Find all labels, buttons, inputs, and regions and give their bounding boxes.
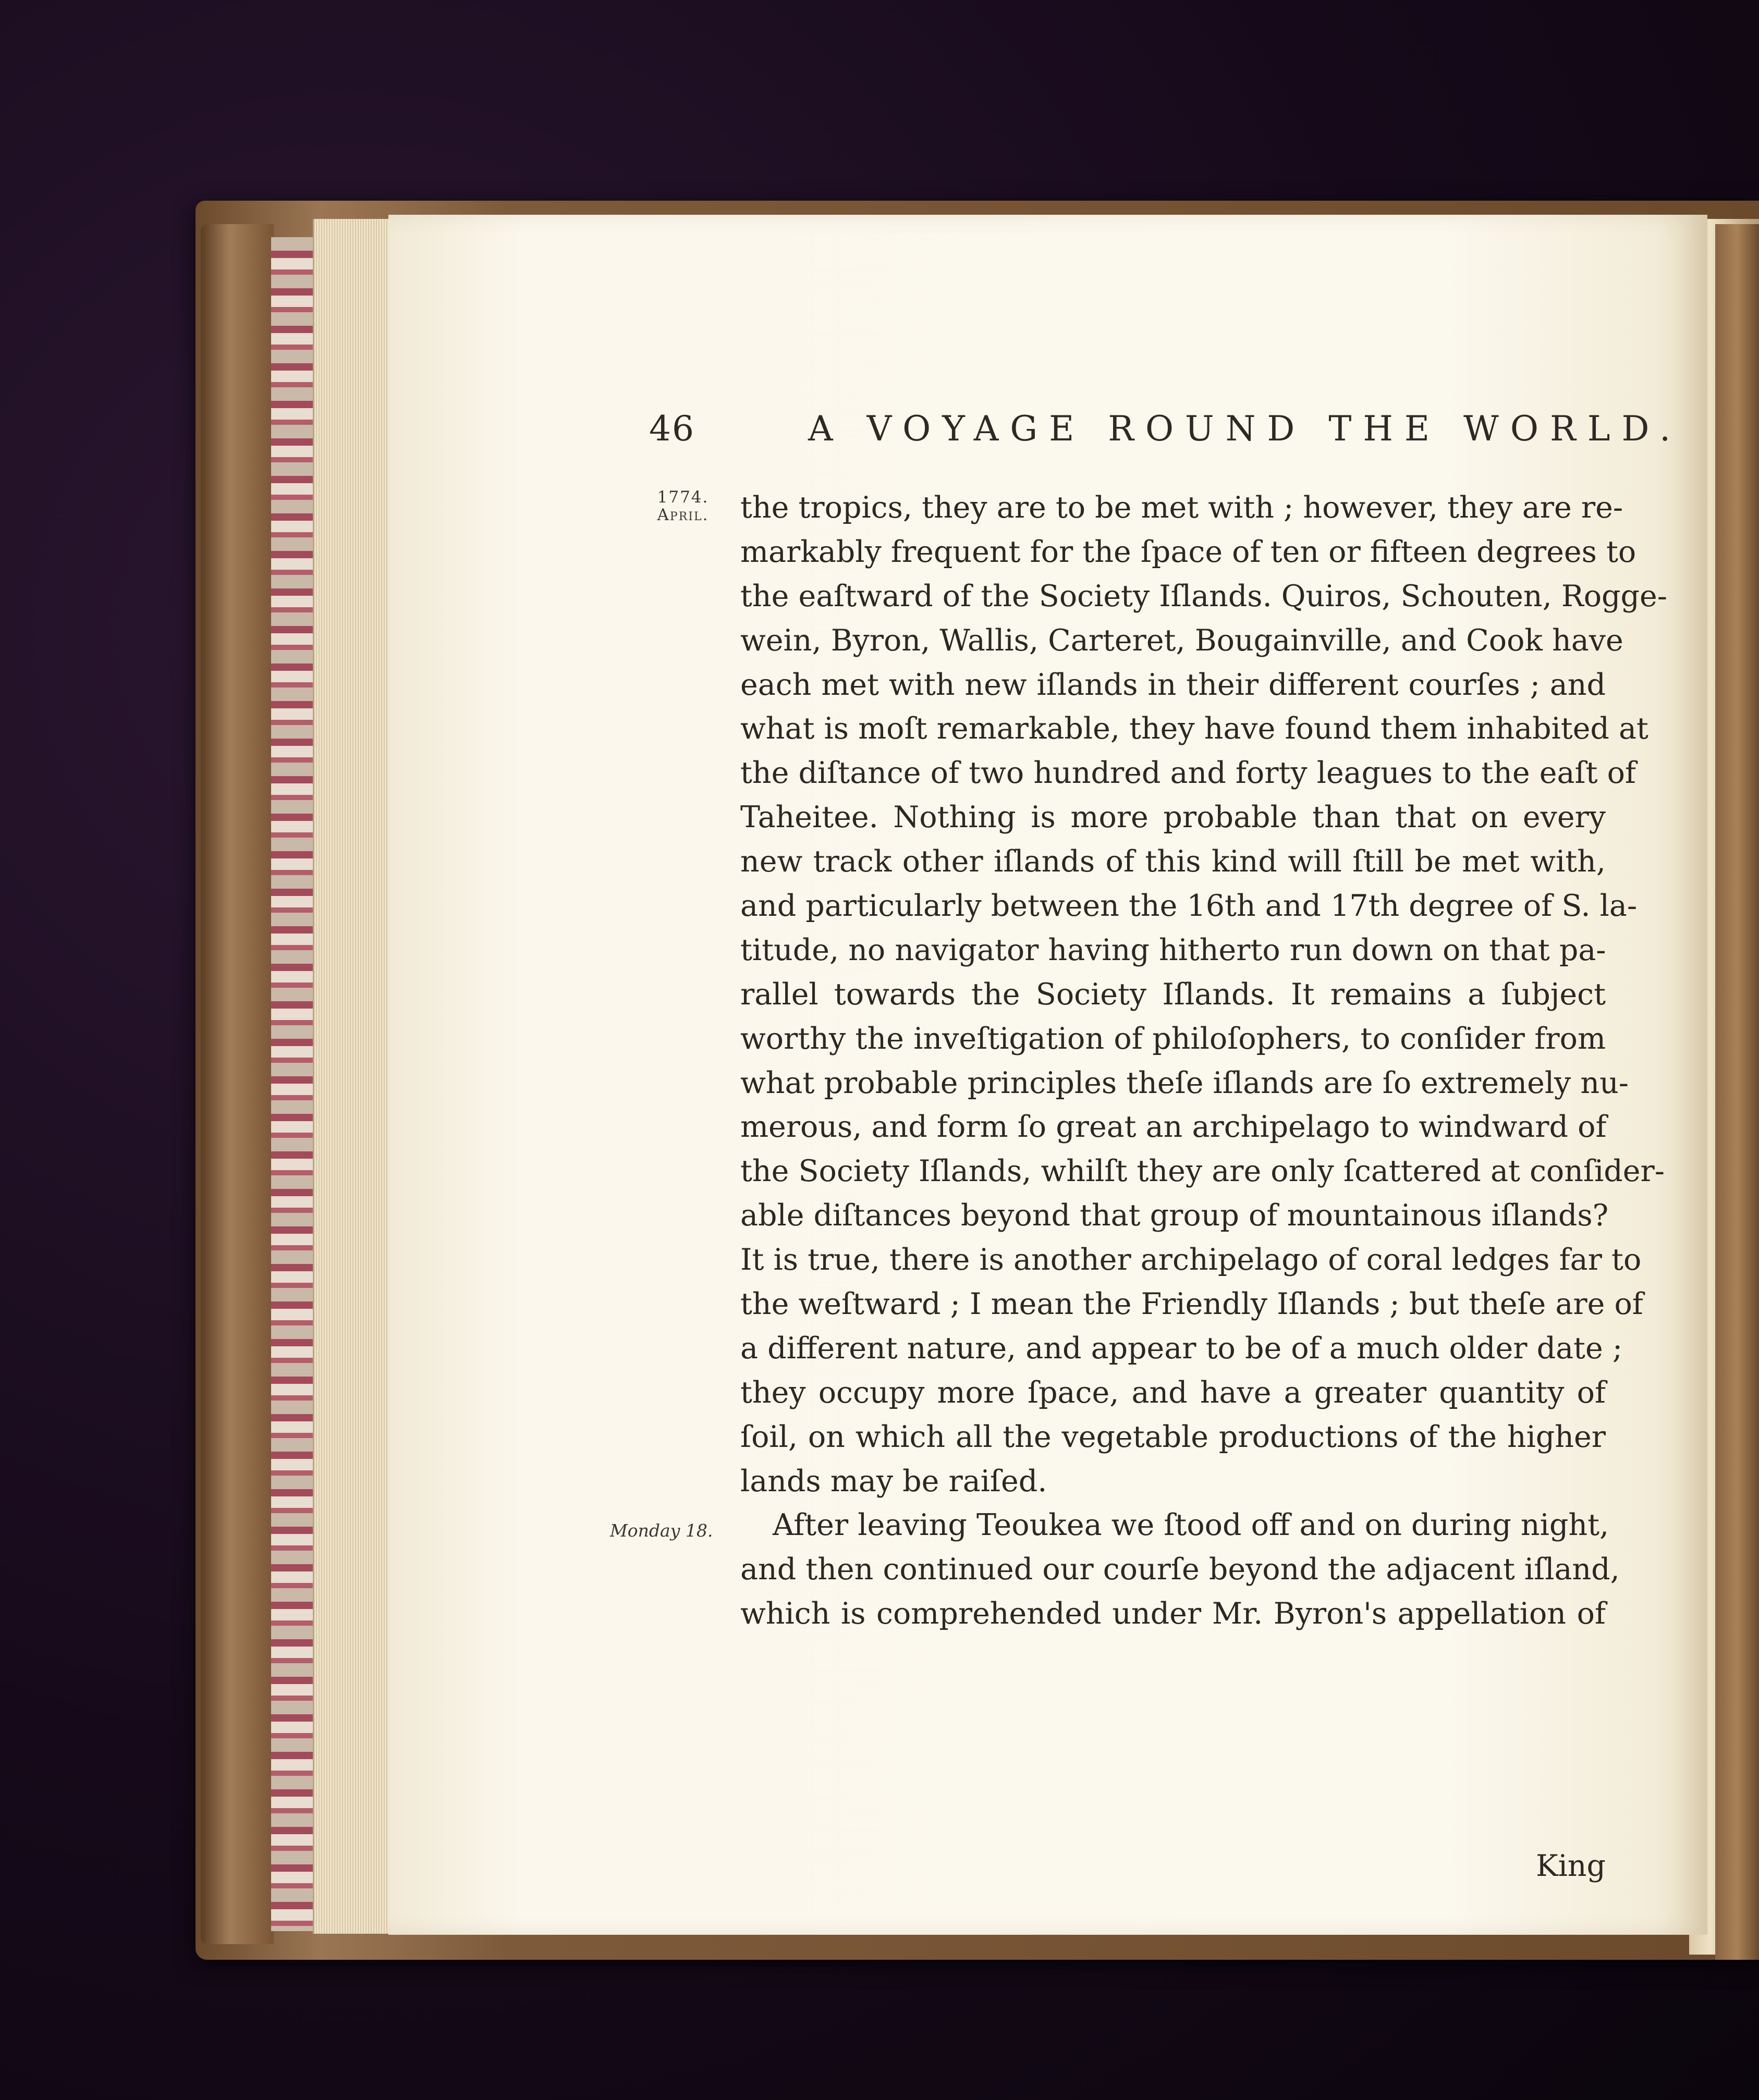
- text-line: the Society Iſlands, whilſt they are only ſcattered at conſider-: [740, 1154, 1665, 1189]
- text-line: markably frequent for the ſpace of ten or fifteen degrees to: [740, 534, 1636, 569]
- margin-month: April.: [657, 506, 709, 524]
- text-line: they occupy more ſpace, and have a greater quantity of: [740, 1375, 1606, 1410]
- text-line: rallel towards the Society Iſlands. It remains a ſubject: [740, 977, 1606, 1012]
- text-line: wein, Byron, Wallis, Carteret, Bougainville, and Cook have: [740, 623, 1623, 658]
- page-edges: [313, 219, 393, 1934]
- text-line: new track other iſlands of this kind will ſtill be met with,: [740, 844, 1606, 879]
- text-line: able diſtances beyond that group of mountainous iſlands?: [740, 1198, 1609, 1233]
- margin-date-note: [652, 488, 714, 524]
- text-line: worthy the inveſtigation of philoſophers, to conſider from: [740, 1021, 1606, 1056]
- text-line: and particularly between the 16th and 17th degree of S. la-: [740, 889, 1638, 924]
- text-line: what probable principles theſe iſlands are ſo extremely nu-: [740, 1065, 1629, 1100]
- text-line: the weſtward ; I mean the Friendly Iſlands ; but theſe are of: [740, 1287, 1643, 1322]
- text-line: the eaſtward of the Society Iſlands. Quiros, Schouten, Rogge-: [740, 579, 1668, 613]
- text-line: ſoil, on which all the vegetable productions of the higher: [740, 1419, 1606, 1454]
- text-line: titude, no navigator having hitherto run down on that pa-: [740, 932, 1606, 967]
- page-number: 46: [649, 409, 695, 449]
- text-line: After leaving Teoukea we ſtood off and on during night,: [773, 1508, 1609, 1543]
- text-line: lands may be raiſed.: [740, 1464, 1047, 1499]
- body-text: [740, 486, 1668, 1636]
- text-line: the tropics, they are to be met with ; however, they are re-: [740, 490, 1623, 525]
- running-title: A VOYAGE ROUND THE WORLD.: [808, 409, 1682, 449]
- book-page: [388, 215, 1707, 1935]
- text-line: the diſtance of two hundred and forty leagues to the eaſt of: [740, 756, 1636, 791]
- text-line: Taheitee. Nothing is more probable than that on every: [740, 800, 1606, 835]
- text-line: a different nature, and appear to be of a much older date ;: [740, 1331, 1623, 1366]
- cover-edge-left: [201, 224, 274, 1944]
- margin-day-note: Monday 18.: [610, 1520, 713, 1541]
- text-line: and then continued our courſe beyond the adjacent iſland,: [740, 1552, 1620, 1587]
- text-line: each met with new iſlands in their different courſes ; and: [740, 667, 1606, 702]
- catchword: King: [1535, 1849, 1606, 1883]
- margin-year: 1774.: [657, 488, 709, 507]
- text-line: which is comprehended under Mr. Byron's appellation of: [740, 1597, 1606, 1631]
- text-line: what is moſt remarkable, they have found them inhabited at: [740, 711, 1648, 746]
- cover-edge-right: [1715, 224, 1759, 1960]
- text-line: merous, and form ſo great an archipelago to windward of: [740, 1110, 1607, 1145]
- text-line: It is true, there is another archipelago of coral ledges far to: [740, 1243, 1642, 1278]
- page-header: [388, 409, 1707, 471]
